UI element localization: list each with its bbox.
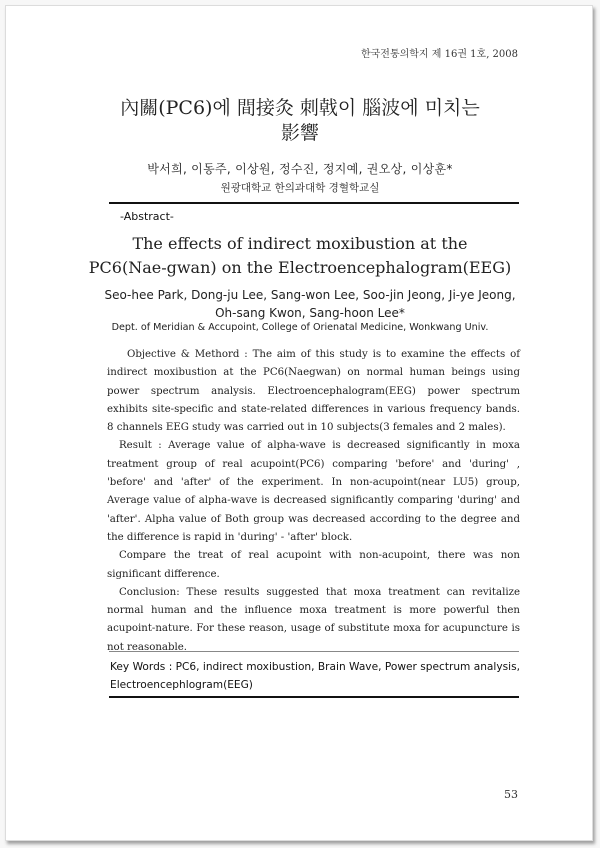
- english-affiliation: Dept. of Meridian & Accupoint, College of Orienatal Medicine, Wonkwang Univ.: [111, 322, 489, 333]
- english-title-line-2: PC6(Nae-gwan) on the Electroencephalogram(EEG): [88, 258, 512, 277]
- english-title: [0, 232, 600, 280]
- abstract-result: Result : Average value of alpha-wave is decreased significantly in moxa treatment group of real acupoint(PC6) comparing 'before' and 'during' , 'before' and 'after' of the experiment. In non-acupoint(near LU5) group, Average value of alpha-wave is decreased significantly comparing 'during' and 'after'. Alpha value of Both group was decreased according to the degree and the difference is rapid in 'during' - 'after' block.: [107, 440, 520, 543]
- key-words: Key Words : PC6, indirect moxibustion, Brain Wave, Power spectrum analysis, Electroencephlogram(EEG): [110, 661, 520, 691]
- english-title-line-1: The effects of indirect moxibustion at the: [132, 234, 468, 253]
- korean-title-line-2: 影響: [280, 122, 319, 144]
- english-authors-line-2: Oh-sang Kwon, Sang-hoon Lee*: [215, 306, 405, 320]
- top-rule: [109, 202, 519, 204]
- bottom-rule: [109, 696, 519, 698]
- running-header: 한국전통의학지 제 16권 1호, 2008: [360, 49, 518, 60]
- abstract-compare: Compare the treat of real acupoint with non-acupoint, there was non significant difference.: [107, 550, 520, 580]
- abstract-body: [107, 346, 520, 657]
- korean-affiliation: 원광대학교 한의과대학 경혈학교실: [220, 182, 380, 194]
- english-authors: [100, 286, 520, 322]
- english-authors-line-1: Seo-hee Park, Dong-ju Lee, Sang-won Lee, Soo-jin Jeong, Ji-ye Jeong,: [104, 288, 516, 302]
- korean-authors: 박서희, 이동주, 이상원, 정수진, 정지예, 권오상, 이상훈*: [147, 162, 453, 176]
- abstract-objective: Objective & Methord : The aim of this study is to examine the effects of indirect moxibustion at the PC6(Naegwan) on normal human beings using power spectrum analysis. Electroencephalogram(EEG) power spectrum exhibits site-specific and state-related differences in various frequency bands. 8 channels EEG study was carried out in 10 subjects(3 females and 2 males).: [107, 349, 520, 434]
- abstract-conclusion: Conclusion: These results suggested that moxa treatment can revitalize normal human and the influence moxa treatment is more powerful then acupoint-nature. For these reason, usage of substitute moxa for acupuncture is not reasonable.: [107, 586, 520, 653]
- korean-title-line-1: 內關(PC6)에 間接灸 刺戟이 腦波에 미치는: [120, 97, 480, 119]
- korean-title: [0, 96, 600, 146]
- abstract-label: -Abstract-: [120, 210, 174, 223]
- keywords-divider: [109, 651, 519, 652]
- page-number: 53: [504, 788, 518, 801]
